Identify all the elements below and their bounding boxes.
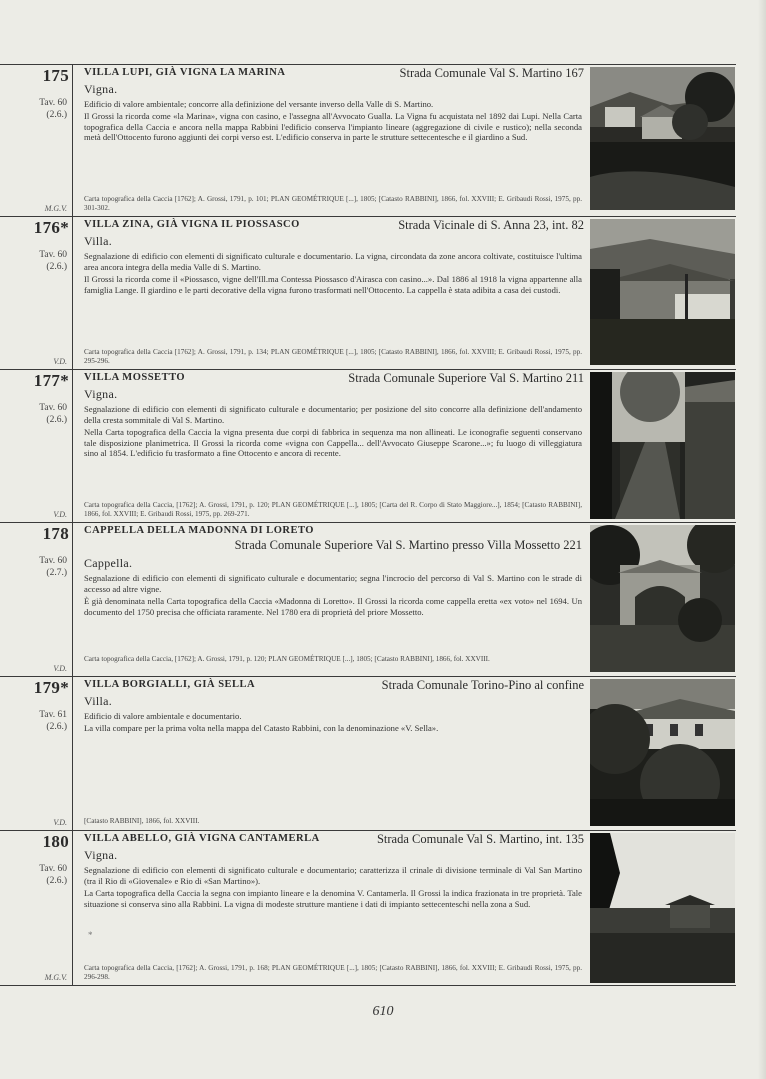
entry-address: Strada Comunale Torino-Pino al confine <box>381 678 584 692</box>
entry-address: Strada Comunale Val S. Martino, int. 135 <box>376 832 584 846</box>
catalog-entry-175 <box>0 65 736 216</box>
entry-address: Strada Comunale Superiore Val S. Martino 211 <box>348 371 584 385</box>
author-initials: M.G.V. <box>44 204 67 213</box>
entry-description: Edificio di valore ambientale e documentario. <box>84 711 242 721</box>
catalog-entry-178 <box>0 523 736 676</box>
entry-number: 175 <box>42 66 69 85</box>
entry-photo <box>590 679 735 826</box>
entry-title: VILLA ABELLO, GIÀ VIGNA CANTAMERLA <box>84 833 320 844</box>
catalog-entry-177 <box>0 370 736 522</box>
entry-description: Segnalazione di edificio con elementi di significato culturale e documentario; caratterizza il crinale di divisione terminale di Val San Martino (tra il Rio di «Giovenale» e Rio di «San Martino»). <box>84 865 582 886</box>
entry-type: Villa. <box>84 694 113 708</box>
entry-type: Cappella. <box>84 556 133 570</box>
entry-number: 176* <box>33 218 69 237</box>
entry-history: La Carta topografica della Caccia la segna con impianto lineare e la denomina V. Cantamerla. Il Grossi la indica frazionata in tre proprietà. Tale situazione si conserva sino alla Rabbini. La vigna di modeste strutture mantiene i dati di impianto settecenteschi nella zona a Sud. <box>84 888 582 909</box>
entry-history: Il Grossi la ricorda come «la Marina», vigna con casino, e l'assegna all'Avvocato Gualla. La Vigna fu acquistata nel 1892 dai Lupi. Nella Carta topografica della Caccia e ancora nella mappa Rabbini l'edificio conserva l'impianto lineare (aggregazione di civile e rustico); nella seconda metà dell'Ottocento furono aggiunti dei corpi verso est. L'edificio conserva in parte le strutture settecentesche e il giardino a Sud. <box>84 111 582 143</box>
plate-reference: Tav. 60 (2.6.) <box>39 98 67 120</box>
author-initials: V.D. <box>53 357 67 366</box>
page-number: 610 <box>372 1004 394 1019</box>
entry-bibliography: Carta topografica della Caccia, [1762]; A. Grossi, 1791, p. 120; PLAN GEOMÉTRIQUE [...], 1805; [Carta del R. Corpo di Stato Maggiore...], 1854; [Catasto RABBINI], 1866, fol. XXVIII; E. Gribaudi Rossi, 1975, pp. 269-271. <box>84 501 582 518</box>
entry-bibliography: Carta topografica della Caccia, [1762]; A. Grossi, 1791, p. 120; PLAN GEOMÉTRIQUE [...], 1805; [Catasto RABBINI], 1866, fol. XXVIII. <box>84 655 490 663</box>
plate-reference: Tav. 60 (2.6.) <box>39 403 67 425</box>
entry-number: 179* <box>33 678 69 697</box>
entry-address: Strada Comunale Superiore Val S. Martino presso Villa Mossetto 221 <box>234 538 582 552</box>
entry-number: 177* <box>33 371 69 390</box>
entry-history: È già denominata nella Carta topografica della Caccia «Madonna di Loretto». Il Grossi la ricorda come cappella eretta «ex voto» nel 1694. Un documento del 1750 precisa che officiata raramente. Nel 1780 era di proprietà del priore Mossetto. <box>84 596 582 617</box>
plate-reference: Tav. 60 (2.7.) <box>39 556 67 578</box>
entry-type: Vigna. <box>84 82 118 96</box>
entry-description: Edificio di valore ambientale; concorre alla definizione del versante inverso della Valle di S. Martino. <box>84 99 434 109</box>
author-initials: V.D. <box>53 818 67 827</box>
entry-margin <box>0 831 73 985</box>
entry-margin <box>0 217 73 369</box>
entry-margin <box>0 370 73 522</box>
entry-photo <box>590 525 735 672</box>
entry-photo <box>590 833 735 983</box>
entry-title: VILLA ZINA, GIÀ VIGNA IL PIOSSASCO <box>84 219 300 230</box>
asterisk-mark: * <box>88 930 93 940</box>
entry-history: La villa compare per la prima volta nella mappa del Catasto Rabbini, con la denominazione «V. Sella». <box>84 723 439 733</box>
catalog-entry-180 <box>0 831 736 985</box>
entry-title: VILLA BORGIALLI, GIÀ SELLA <box>84 679 256 690</box>
catalog-entry-176 <box>0 217 736 369</box>
entry-photo <box>590 67 735 210</box>
entry-number: 178 <box>42 524 69 543</box>
entry-history: Nella Carta topografica della Caccia la vigna presenta due corpi di fabbrica in sequenza ma non allineati. Le iconografie seguenti conservano tale disposizione planimetrica. Il Grossi la ricorda come «vigna con Cappella... dell'Avvocato Giuseppe Scarone...»; fu luogo di villeggiatura sino al 1854. L'edificio fu trasformato a fine Ottocento e ancora di recente. <box>84 427 582 459</box>
entry-address: Strada Vicinale di S. Anna 23, int. 82 <box>398 218 584 232</box>
entry-address: Strada Comunale Val S. Martino 167 <box>399 66 584 80</box>
entry-bibliography: Carta topografica della Caccia [1762]; A. Grossi, 1791, p. 101; PLAN GEOMÉTRIQUE [...], 1805; [Catasto RABBINI], 1866, fol. XXVIII; E. Gribaudi Rossi, 1975, pp. 301-302. <box>84 195 582 212</box>
entry-bibliography: Carta topografica della Caccia [1762]; A. Grossi, 1791, p. 134; PLAN GEOMÉTRIQUE [...], 1805; [Catasto RABBINI], 1866, fol. XXVIII; E. Gribaudi Rossi, 1975, pp. 295-296. <box>84 348 582 365</box>
entry-photo <box>590 219 735 365</box>
entry-number: 180 <box>42 832 69 851</box>
author-initials: V.D. <box>53 664 67 673</box>
catalog-entry-179 <box>0 677 736 830</box>
entry-margin <box>0 677 73 830</box>
entry-type: Vigna. <box>84 387 118 401</box>
entry-bibliography: [Catasto RABBINI], 1866, fol. XXVIII. <box>84 817 200 825</box>
entry-title: VILLA LUPI, GIÀ VIGNA LA MARINA <box>84 67 286 78</box>
entry-type: Vigna. <box>84 848 118 862</box>
entry-margin <box>0 65 73 216</box>
entry-description: Segnalazione di edificio con elementi di significato culturale e documentario. La vigna, circondata da zone ancora coltivate, costituisce l'ultima area ancora integra della media Valle di S. Martino. <box>84 251 582 272</box>
entry-margin <box>0 523 73 676</box>
entry-description: Segnalazione di edificio con elementi di significato culturale e documentario; per posizione del sito concorre alla definizione dell'andamento della cresta sommitale di Val S. Martino. <box>84 404 582 425</box>
author-initials: M.G.V. <box>44 973 67 982</box>
rule <box>0 985 736 986</box>
entry-history: Il Grossi la ricorda come il «Piossasco, vigne dell'Ill.ma Contessa Piossasco d'Airasca con casino...». Dal 1886 al 1918 la vigna appartenne alla famiglia Lange. Il giardino e le parti decorative della vigna furono trasformati nell'Ottocento. La cappella è stata adibita a casa dei custodi. <box>84 274 582 295</box>
plate-reference: Tav. 60 (2.6.) <box>39 250 67 272</box>
entry-title: VILLA MOSSETTO <box>84 372 186 383</box>
entry-type: Villa. <box>84 234 113 248</box>
plate-reference: Tav. 60 (2.6.) <box>39 864 67 886</box>
plate-reference: Tav. 61 (2.6.) <box>39 710 67 732</box>
entry-description: Segnalazione di edificio con elementi di significato culturale e documentario; segna l'incrocio del percorso di Val S. Martino con le strade di accesso ad altre vigne. <box>84 573 582 594</box>
author-initials: V.D. <box>53 510 67 519</box>
entry-title: CAPPELLA DELLA MADONNA DI LORETO <box>84 525 314 536</box>
page-edge <box>758 0 766 1079</box>
entry-bibliography: Carta topografica della Caccia, [1762]; A. Grossi, 1791, p. 168; PLAN GEOMÉTRIQUE [...], 1805; [Catasto RABBINI], 1866, fol. XXVIII; E. Gribaudi Rossi, 1975, pp. 296-298. <box>84 964 582 981</box>
entry-photo <box>590 372 735 519</box>
